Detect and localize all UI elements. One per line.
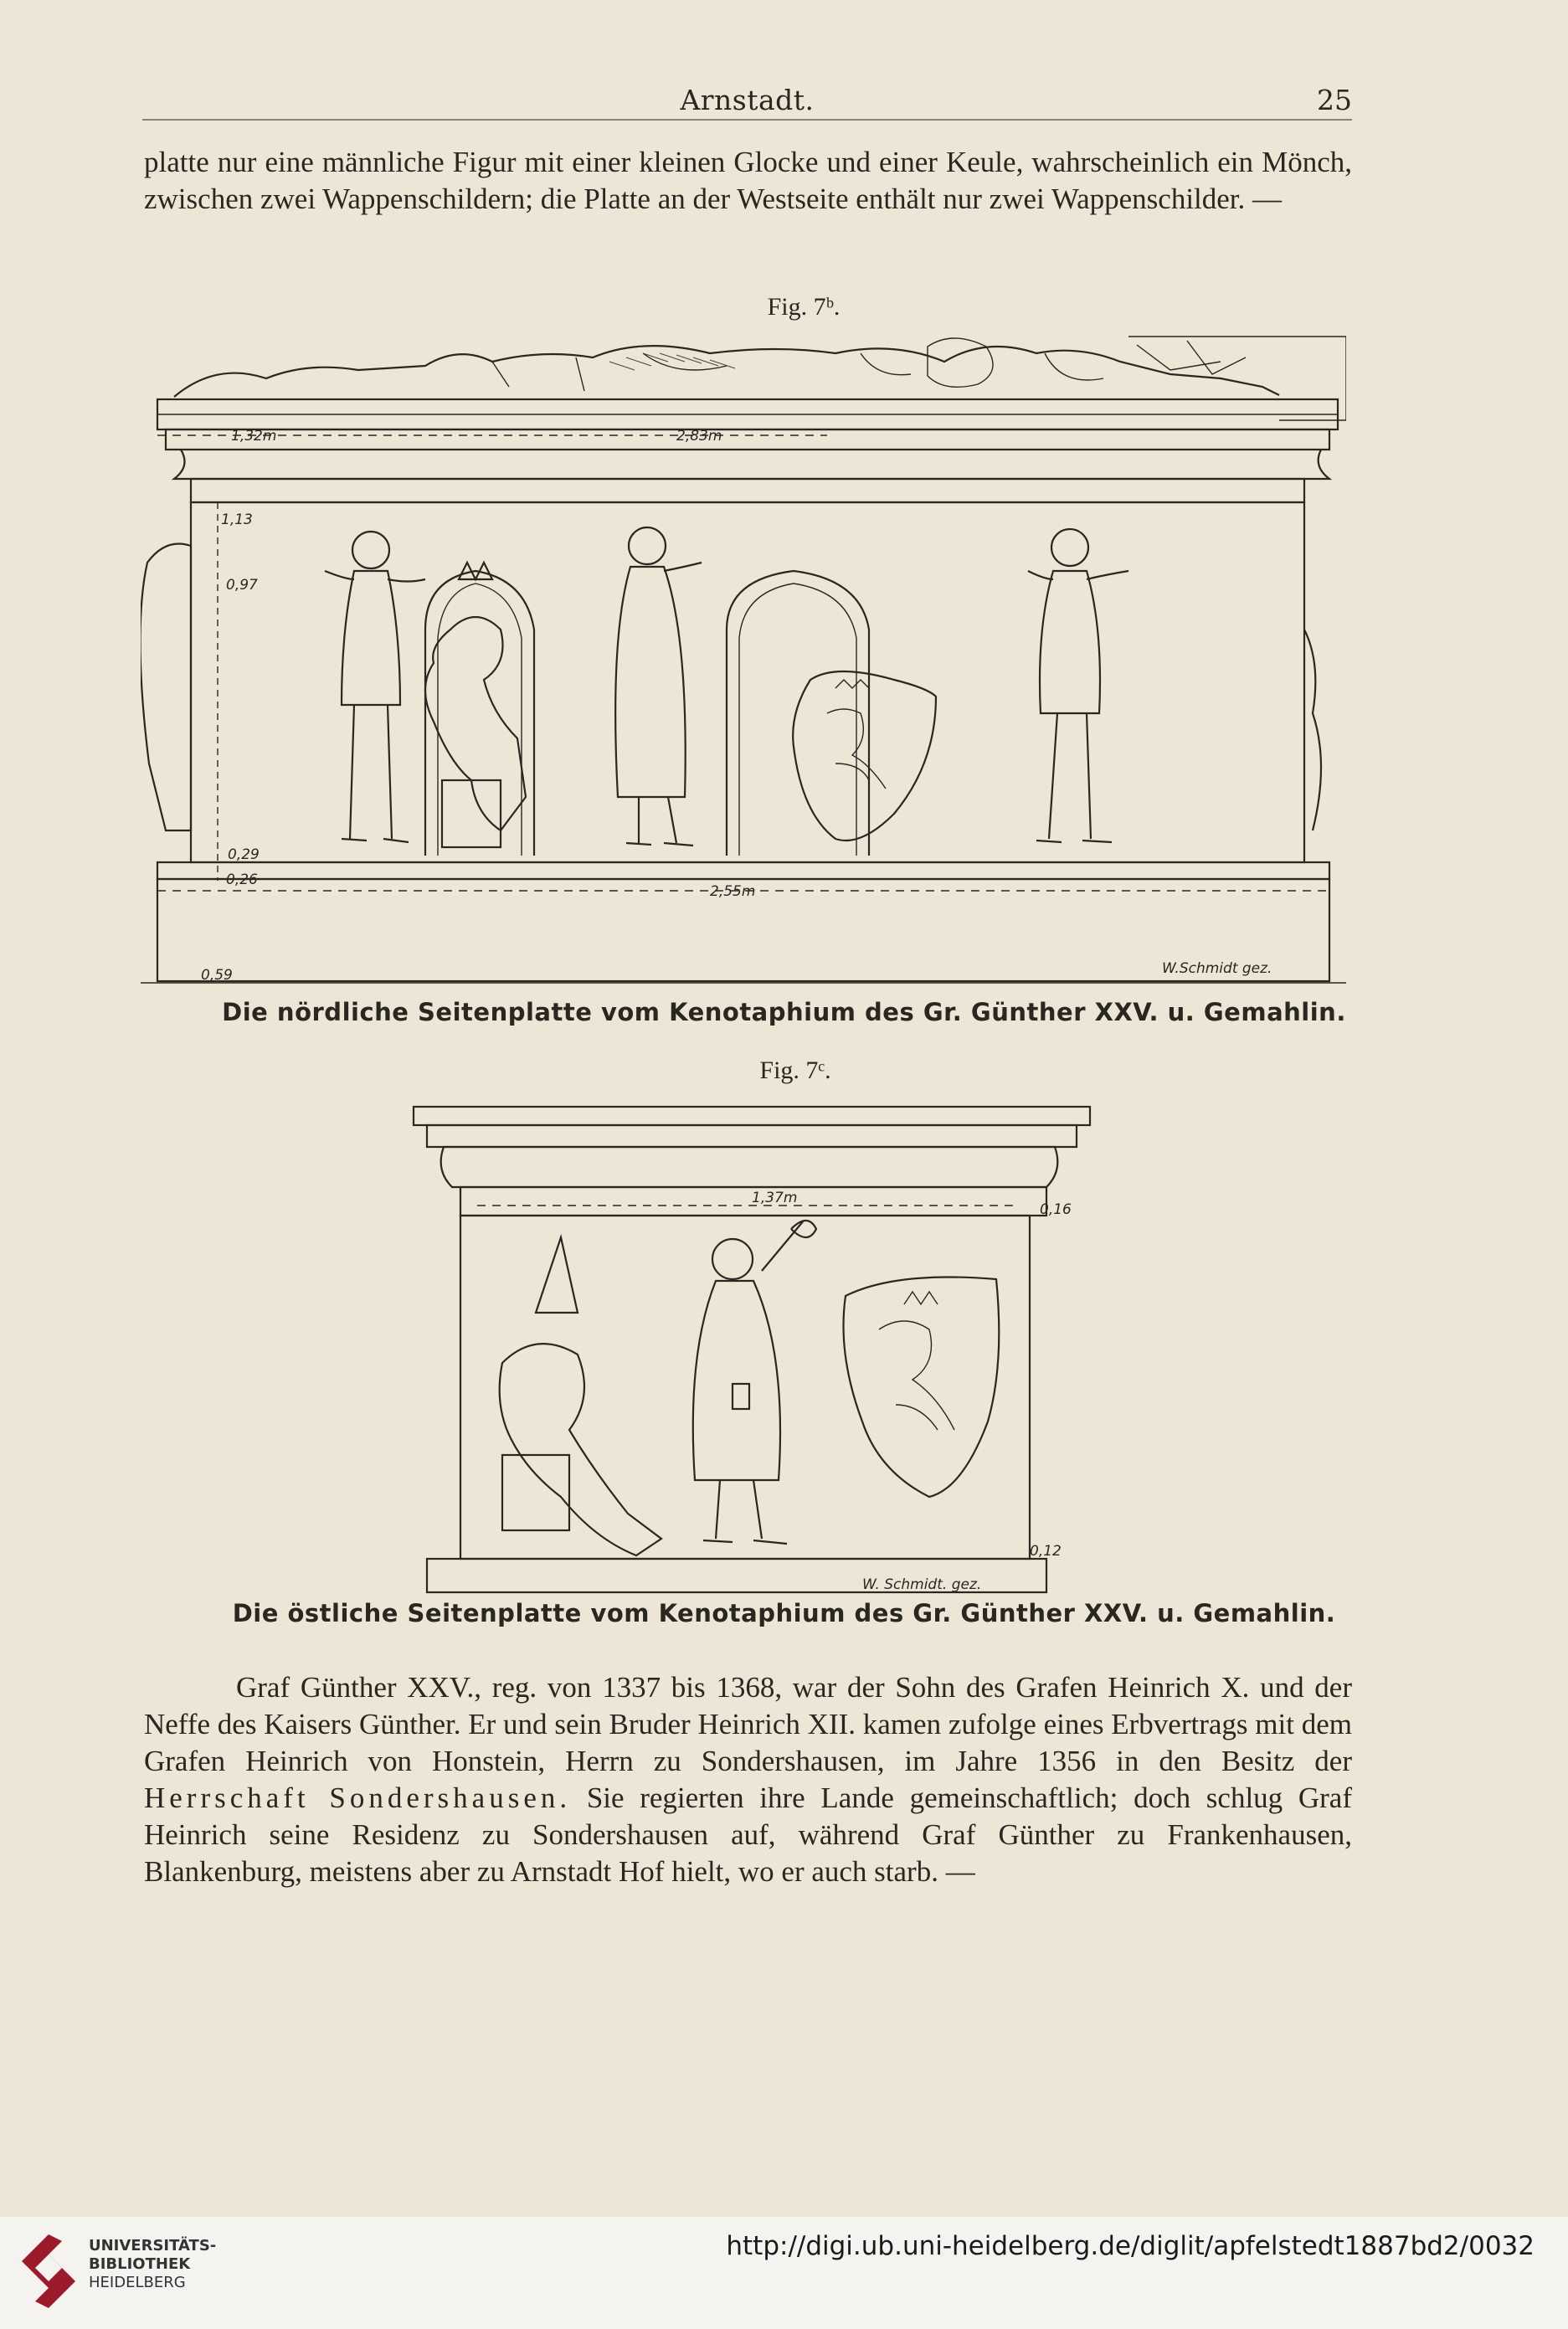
source-url-link[interactable]: http://digi.ub.uni-heidelberg.de/diglit/apfelstedt1887bd2/0032 bbox=[726, 2231, 1535, 2261]
library-logo-icon bbox=[15, 2231, 82, 2315]
paragraph-main-part1: Graf Günther XXV., reg. von 1337 bis 1368, war der Sohn des Grafen Heinrich X. und der Neffe des Kaisers Günther. Er und sein Bruder Heinrich XII. kamen zufolge eines Erbvertrags mit dem Grafen Heinrich von Honstein, Herrn zu Sondershausen, im Jahre 1356 in den Besitz der bbox=[144, 1671, 1352, 1777]
dim-c-1: 1,37m bbox=[752, 1190, 798, 1206]
library-line-2: BIBLIOTHEK bbox=[89, 2255, 191, 2273]
figure-b-caption: Die nördliche Seitenplatte vom Kenotaphium des Gr. Günther XXV. u. Gemahlin. bbox=[222, 998, 1346, 1026]
running-header bbox=[142, 84, 1352, 121]
paragraph-main-spaced: Herrschaft Sondershausen. bbox=[144, 1781, 572, 1814]
figure-c-caption: Die östliche Seitenplatte vom Kenotaphium des Gr. Günther XXV. u. Gemahlin. bbox=[232, 1599, 1336, 1627]
library-line-3: HEIDELBERG bbox=[89, 2274, 186, 2291]
page-number: 25 bbox=[1317, 84, 1352, 116]
dim-b-6: 0,26 bbox=[226, 871, 258, 888]
figure-b-drawing bbox=[141, 328, 1346, 990]
signature-c: W. Schmidt. gez. bbox=[862, 1576, 982, 1593]
signature-b: W.Schmidt gez. bbox=[1162, 960, 1272, 977]
dim-c-2: 0,16 bbox=[1040, 1201, 1072, 1218]
running-title: Arnstadt. bbox=[680, 84, 815, 116]
figure-c-label: Fig. 7ᶜ. bbox=[759, 1057, 831, 1084]
figure-c-drawing bbox=[410, 1103, 1097, 1597]
dim-c-3: 0,12 bbox=[1030, 1543, 1062, 1560]
dim-b-2: 2,83m bbox=[676, 428, 722, 445]
dim-b-1: 1,32m bbox=[231, 428, 277, 445]
paragraph-main bbox=[144, 1669, 1352, 1890]
figure-b-label: Fig. 7ᵇ. bbox=[767, 293, 841, 321]
library-line-1: UNIVERSITÄTS- bbox=[89, 2237, 217, 2254]
dim-b-4: 0,97 bbox=[226, 577, 258, 594]
library-name bbox=[89, 2237, 216, 2292]
dim-b-5: 0,29 bbox=[228, 846, 260, 863]
paragraph-main-part2: Sie regierten ihre Lande gemeinschaftlich; doch schlug Graf Heinrich seine Residenz zu Sondershausen auf, während Graf Günther zu Frankenhausen, Blankenburg, meistens aber zu Arnstadt Hof hielt, wo er auch starb. — bbox=[144, 1781, 1353, 1888]
dim-b-8: 0,59 bbox=[201, 967, 233, 984]
dim-b-7: 2,55m bbox=[710, 883, 756, 900]
dim-b-3: 1,13 bbox=[221, 512, 253, 528]
paragraph-intro: platte nur eine männliche Figur mit einer kleinen Glocke und einer Keule, wahrscheinlich ein Mönch, zwischen zwei Wappenschildern; die Platte an der Westseite enthält nur zwei Wappenschilder. — bbox=[144, 146, 1352, 215]
